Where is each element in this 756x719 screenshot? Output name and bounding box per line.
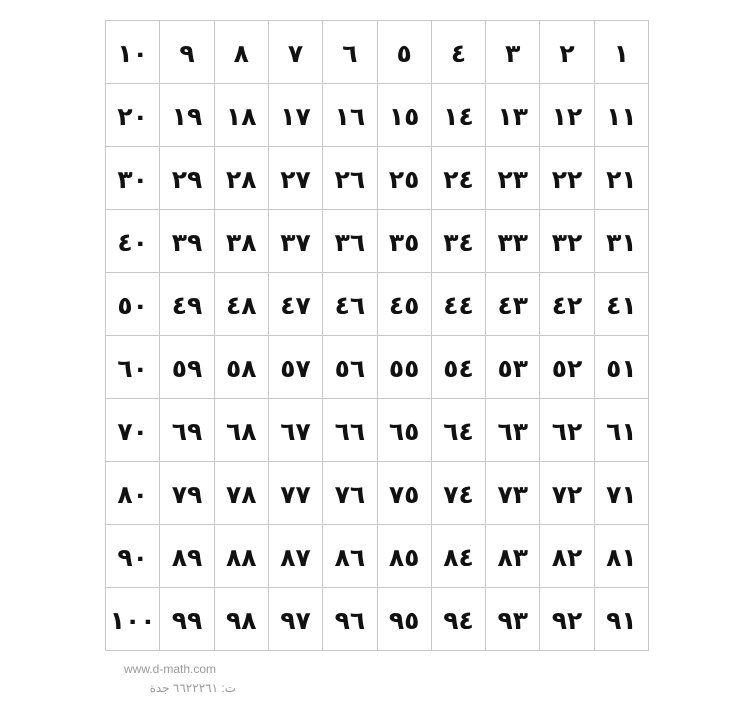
number-cell: ٩ [160,21,214,84]
number-cell: ٣ [486,21,540,84]
number-cell: ٤٧ [269,273,323,336]
number-cell: ٦٣ [486,399,540,462]
number-cell: ٨٦ [323,525,377,588]
number-cell: ٣٦ [323,210,377,273]
number-cell: ٣٥ [378,210,432,273]
number-cell: ٦٧ [269,399,323,462]
number-cell: ٦٤ [432,399,486,462]
hundred-chart-grid [105,20,649,651]
number-cell: ٢٥ [378,147,432,210]
number-cell: ٢٦ [323,147,377,210]
footer-website: www.d-math.com [124,662,217,676]
number-cell: ٥٦ [323,336,377,399]
number-cell: ٥٤ [432,336,486,399]
number-cell: ٤٢ [540,273,594,336]
number-cell: ٥٢ [540,336,594,399]
number-cell: ٢٣ [486,147,540,210]
number-cell: ٣٣ [486,210,540,273]
number-cell: ١٨ [215,84,269,147]
number-cell: ٧٣ [486,462,540,525]
number-cell: ١٢ [540,84,594,147]
number-cell: ٨٥ [378,525,432,588]
number-cell: ١٣ [486,84,540,147]
number-cell: ٢٨ [215,147,269,210]
number-cell: ٧٤ [432,462,486,525]
number-cell: ٩٩ [160,588,214,651]
number-cell: ٨١ [595,525,649,588]
number-cell: ٣٠ [106,147,160,210]
number-cell: ٨٩ [160,525,214,588]
number-cell: ٢١ [595,147,649,210]
number-cell: ٧١ [595,462,649,525]
number-cell: ٣٢ [540,210,594,273]
number-cell: ٥٥ [378,336,432,399]
number-cell: ١٥ [378,84,432,147]
number-cell: ٥٩ [160,336,214,399]
number-cell: ٤٣ [486,273,540,336]
number-cell: ٤٩ [160,273,214,336]
number-cell: ٩٤ [432,588,486,651]
number-cell: ٢٢ [540,147,594,210]
number-cell: ١٠٠ [106,588,160,651]
number-cell: ٨٠ [106,462,160,525]
number-cell: ١٧ [269,84,323,147]
number-cell: ٩٨ [215,588,269,651]
number-cell: ٩٣ [486,588,540,651]
number-cell: ٧٧ [269,462,323,525]
number-cell: ١ [595,21,649,84]
number-cell: ٦٩ [160,399,214,462]
number-cell: ١٠ [106,21,160,84]
number-cell: ٧٠ [106,399,160,462]
number-cell: ٨٢ [540,525,594,588]
number-cell: ١٦ [323,84,377,147]
number-cell: ١٩ [160,84,214,147]
number-cell: ٥١ [595,336,649,399]
number-cell: ٢٤ [432,147,486,210]
number-cell: ٩٦ [323,588,377,651]
number-cell: ٨٨ [215,525,269,588]
number-cell: ٩١ [595,588,649,651]
number-cell: ٤١ [595,273,649,336]
number-cell: ٦٨ [215,399,269,462]
number-cell: ٥٨ [215,336,269,399]
number-cell: ٤٦ [323,273,377,336]
number-cell: ٨٧ [269,525,323,588]
number-cell: ٣٩ [160,210,214,273]
number-cell: ٨ [215,21,269,84]
number-cell: ٤٨ [215,273,269,336]
number-cell: ٩٠ [106,525,160,588]
number-cell: ٢٧ [269,147,323,210]
footer-phone: ت: ٦٦٢٢٢٦١ جدة [149,681,236,695]
number-cell: ٨٤ [432,525,486,588]
number-cell: ٣٨ [215,210,269,273]
number-cell: ٧٨ [215,462,269,525]
number-cell: ٥ [378,21,432,84]
number-cell: ٢ [540,21,594,84]
number-cell: ٧٢ [540,462,594,525]
number-cell: ٧٦ [323,462,377,525]
number-cell: ٤٠ [106,210,160,273]
number-cell: ٧٥ [378,462,432,525]
number-cell: ٩٥ [378,588,432,651]
number-cell: ٤ [432,21,486,84]
number-cell: ٣٤ [432,210,486,273]
number-cell: ٦٠ [106,336,160,399]
number-cell: ٤٤ [432,273,486,336]
number-cell: ١٤ [432,84,486,147]
number-cell: ٢٩ [160,147,214,210]
number-cell: ٩٢ [540,588,594,651]
number-cell: ٥٠ [106,273,160,336]
number-cell: ٥٣ [486,336,540,399]
number-cell: ٦١ [595,399,649,462]
number-cell: ٦٢ [540,399,594,462]
number-cell: ٥٧ [269,336,323,399]
number-cell: ٦٦ [323,399,377,462]
number-cell: ٧ [269,21,323,84]
number-cell: ٣٧ [269,210,323,273]
number-cell: ٤٥ [378,273,432,336]
number-cell: ١١ [595,84,649,147]
number-cell: ٦ [323,21,377,84]
number-cell: ٢٠ [106,84,160,147]
number-cell: ٩٧ [269,588,323,651]
number-cell: ٧٩ [160,462,214,525]
number-cell: ٨٣ [486,525,540,588]
number-cell: ٦٥ [378,399,432,462]
number-cell: ٣١ [595,210,649,273]
